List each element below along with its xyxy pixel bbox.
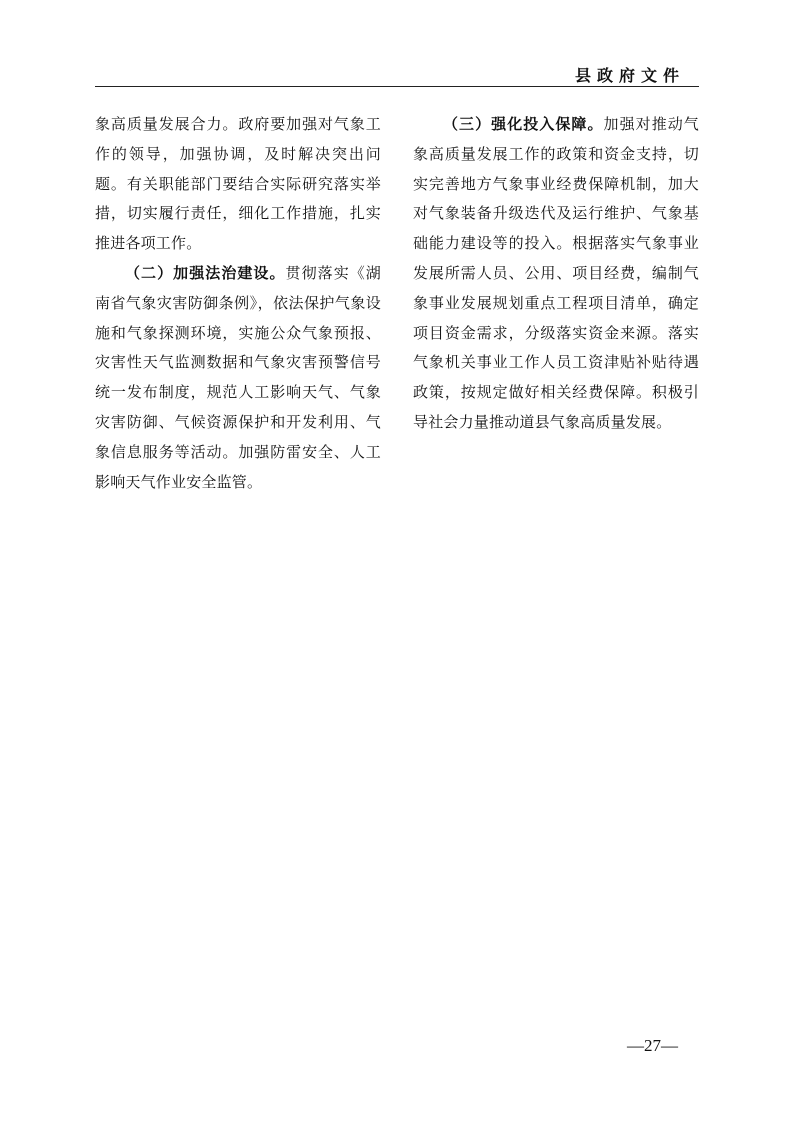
section-three-heading: （三）强化投入保障。 bbox=[443, 115, 604, 133]
page-number: —27— bbox=[627, 1036, 678, 1055]
running-header-title: 县政府文件 bbox=[574, 66, 685, 85]
section-two-body: 贯彻落实《湖南省气象灾害防御条例》，依法保护气象设施和气象探测环境，实施公众气象预报、灾害性天气监测数据和气象灾害预警信号统一发布制度，规范人工影响天气、气象灾害防御、气候资源保护和开发利用、气象信息服务等活动。加强防雷安全、人工影响天气作业安全监管。 bbox=[95, 263, 381, 491]
section-three-paragraph bbox=[413, 110, 699, 438]
section-three-body: 加强对推动气象高质量发展工作的政策和资金支持，切实完善地方气象事业经费保障机制，加大对气象装备升级迭代及运行维护、气象基础能力建设等的投入。根据落实气象事业发展所需人员、公用、项目经费，编制气象事业发展规划重点工程项目清单，确定项目资金需求，分级落实资金来源。落实气象机关事业工作人员工资津贴补贴待遇政策，按规定做好相关经费保障。积极引导社会力量推动道县气象高质量发展。 bbox=[413, 115, 699, 431]
left-column bbox=[95, 110, 381, 497]
right-column bbox=[413, 110, 699, 438]
paragraph-continued: 象高质量发展合力。政府要加强对气象工作的领导，加强协调，及时解决突出问题。有关职能部门要结合实际研究落实举措，切实履行责任，细化工作措施，扎实推进各项工作。 bbox=[95, 115, 381, 253]
header-rule bbox=[95, 86, 699, 87]
section-two-paragraph bbox=[95, 259, 381, 497]
section-two-heading: （二）加强法治建设。 bbox=[125, 263, 286, 282]
